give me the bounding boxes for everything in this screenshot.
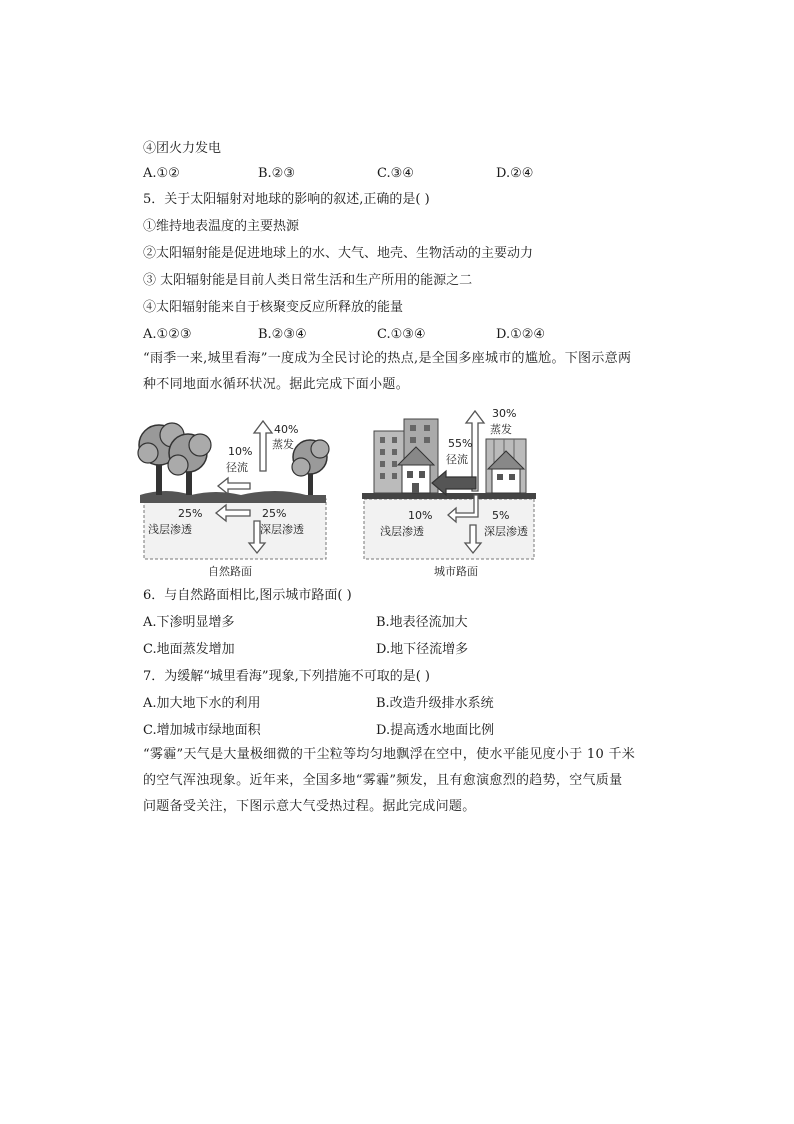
tree-icon — [168, 434, 211, 495]
urban-runoff-pct: 55% — [448, 437, 473, 450]
natural-evap-label: 蒸发 — [272, 438, 294, 451]
natural-surface-panel — [138, 421, 329, 578]
urban-shallow-label: 浅层渗透 — [380, 525, 424, 538]
q7-option-d: D.提高透水地面比例 — [376, 723, 495, 738]
q5-item-3: ③ 太阳辐射能是目前人类日常生活和生产所用的能源之二 — [143, 273, 473, 288]
urban-surface-panel — [362, 407, 536, 578]
q5-option-a: A.①②③ — [143, 327, 192, 342]
natural-grass-strip — [140, 491, 326, 503]
natural-deep-label: 深层渗透 — [260, 523, 304, 536]
q5-item-2: ②太阳辐射能是促进地球上的水、大气、地壳、生物活动的主要动力 — [143, 246, 534, 261]
q7-option-b: B.改造升级排水系统 — [376, 696, 494, 711]
passage-rain-city — [143, 346, 663, 398]
urban-shallow-pct: 10% — [408, 509, 433, 522]
urban-pavement — [362, 493, 536, 499]
q6-option-b: B.地表径流加大 — [376, 615, 468, 630]
q5-option-b: B.②③④ — [258, 327, 307, 342]
urban-evap-label: 蒸发 — [490, 423, 512, 436]
passage-rain-line-2: 种不同地面水循环状况。据此完成下面小题。 — [143, 377, 410, 392]
q4-option-d: D.②④ — [496, 166, 534, 181]
urban-deep-pct: 5% — [492, 509, 510, 522]
urban-runoff-arrow — [432, 471, 476, 495]
building-icon — [374, 431, 404, 493]
natural-shallow-pct: 25% — [178, 507, 203, 520]
q7-option-a: A.加大地下水的利用 — [143, 696, 261, 711]
q6-stem: 6．与自然路面相比,图示城市路面( ) — [143, 588, 352, 603]
q5-stem: 5．关于太阳辐射对地球的影响的叙述,正确的是( ) — [143, 192, 430, 207]
q5-item-4: ④太阳辐射能来自于核聚变反应所释放的能量 — [143, 300, 404, 315]
tree-icon — [292, 440, 329, 495]
natural-evap-pct: 40% — [274, 423, 299, 436]
q5-option-d: D.①②④ — [496, 327, 546, 342]
q6-option-a: A.下渗明显增多 — [143, 615, 235, 630]
natural-runoff-pct: 10% — [228, 445, 253, 458]
natural-shallow-label: 浅层渗透 — [148, 523, 192, 536]
urban-deep-label: 深层渗透 — [484, 525, 528, 538]
q6-option-c: C.地面蒸发增加 — [143, 642, 235, 657]
q4-item-4: ④团火力发电 — [143, 141, 222, 156]
natural-runoff-label: 径流 — [226, 461, 248, 474]
passage-haze-line-1: “雾霾”天气是大量极细微的干尘粒等均匀地飘浮在空中，使水平能见度小于 10 千米 — [143, 747, 636, 762]
q5-item-1: ①维持地表温度的主要热源 — [143, 219, 300, 234]
natural-caption: 自然路面 — [208, 565, 252, 578]
natural-deep-pct: 25% — [262, 507, 287, 520]
urban-caption: 城市路面 — [434, 565, 478, 578]
passage-haze-line-3: 问题备受关注，下图示意大气受热过程。据此完成问题。 — [143, 799, 476, 814]
q7-stem: 7．为缓解“城里看海”现象,下列措施不可取的是( ) — [143, 669, 430, 684]
q5-option-c: C.①③④ — [377, 327, 426, 342]
q4-option-c: C.③④ — [377, 166, 414, 181]
q7-option-c: C.增加城市绿地面积 — [143, 723, 261, 738]
q4-option-a: A.①② — [143, 166, 180, 181]
natural-evaporation-arrow — [254, 421, 272, 471]
water-cycle-figure — [136, 403, 546, 581]
natural-runoff-arrow — [218, 478, 250, 494]
urban-evap-pct: 30% — [492, 407, 517, 420]
passage-haze — [143, 742, 663, 820]
passage-rain-line-1: “雨季一来,城里看海”一度成为全民讨论的热点,是全国多座城市的尴尬。下图示意两 — [143, 351, 632, 366]
q6-option-d: D.地下径流增多 — [376, 642, 469, 657]
q4-option-b: B.②③ — [258, 166, 295, 181]
passage-haze-line-2: 的空气浑浊现象。近年来，全国多地“雾霾”频发，且有愈演愈烈的趋势，空气质量 — [143, 773, 623, 788]
urban-runoff-label: 径流 — [446, 453, 468, 466]
